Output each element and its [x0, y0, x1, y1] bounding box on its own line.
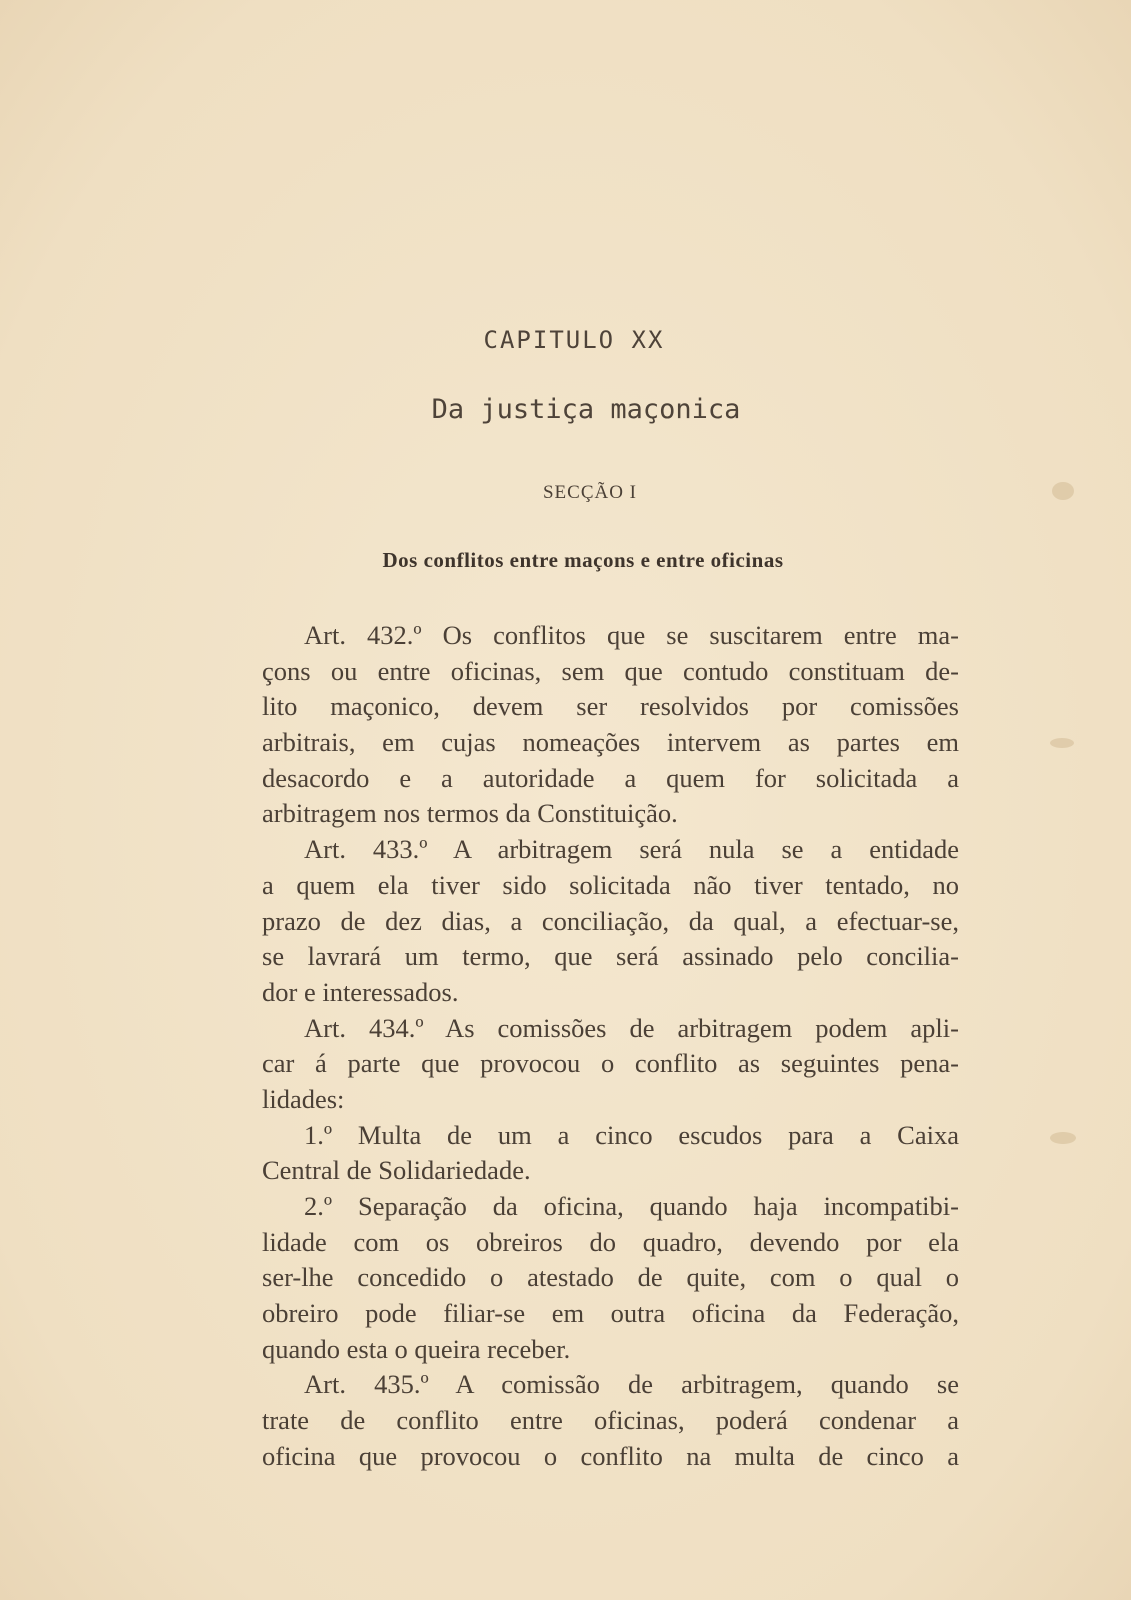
- text-line: prazo de dez dias, a conciliação, da qual, a efectuar-se,: [262, 905, 959, 936]
- text-line: 1.º Multa de um a cinco escudos para a Caixa: [304, 1119, 959, 1150]
- text-line: çons ou entre oficinas, sem que contudo constituam de-: [262, 655, 959, 686]
- text-line: dor e interessados.: [262, 976, 459, 1007]
- text-line: lidades:: [262, 1083, 345, 1114]
- text-line: Art. 432.º Os conflitos que se suscitarem entre ma-: [304, 620, 959, 650]
- text-line: ser-lhe concedido o atestado de quite, com o qual o: [262, 1262, 959, 1293]
- body-text: [262, 618, 959, 1475]
- text-line: trate de conflito entre oficinas, poderá condenar a: [262, 1405, 959, 1436]
- text-line: a quem ela tiver sido solicitada não tiver tentado, no: [262, 869, 959, 900]
- chapter-heading: CAPITULO XX: [483, 326, 665, 354]
- paper-blemish: [1050, 738, 1074, 748]
- paper-blemish: [1052, 482, 1074, 500]
- text-line: se lavrará um termo, que será assinado pelo concilia-: [262, 941, 959, 972]
- section-subtitle: Dos conflitos entre maçons e entre oficinas: [382, 548, 784, 572]
- text-line: 2.º Separação da oficina, quando haja incompatibi-: [304, 1191, 959, 1221]
- text-line: arbitrais, em cujas nomeações intervem as partes em: [262, 727, 959, 758]
- text-line: Central de Solidariedade.: [262, 1155, 531, 1186]
- paper-blemish: [1050, 1132, 1076, 1144]
- text-line: arbitragem nos termos da Constituição.: [262, 798, 678, 829]
- text-line: desacordo e a autoridade a quem for solicitada a: [262, 762, 959, 793]
- text-line: lidade com os obreiros do quadro, devendo por ela: [262, 1226, 959, 1257]
- text-line: car á parte que provocou o conflito as seguintes pena-: [262, 1048, 959, 1079]
- text-line: lito maçonico, devem ser resolvidos por comissões: [262, 691, 959, 722]
- text-line: obreiro pode filiar-se em outra oficina da Federação,: [262, 1298, 959, 1329]
- text-line: Art. 433.º A arbitragem será nula se a entidade: [304, 834, 959, 865]
- text-line: oficina que provocou o conflito na multa de cinco a: [262, 1440, 959, 1471]
- text-line: quando esta o queira receber.: [262, 1333, 571, 1364]
- text-line: Art. 435.º A comissão de arbitragem, quando se: [304, 1369, 959, 1400]
- text-line: Art. 434.º As comissões de arbitragem podem apli-: [304, 1012, 959, 1043]
- section-heading: SECÇÃO I: [542, 482, 638, 503]
- chapter-title: Da justiça maçonica: [431, 394, 741, 425]
